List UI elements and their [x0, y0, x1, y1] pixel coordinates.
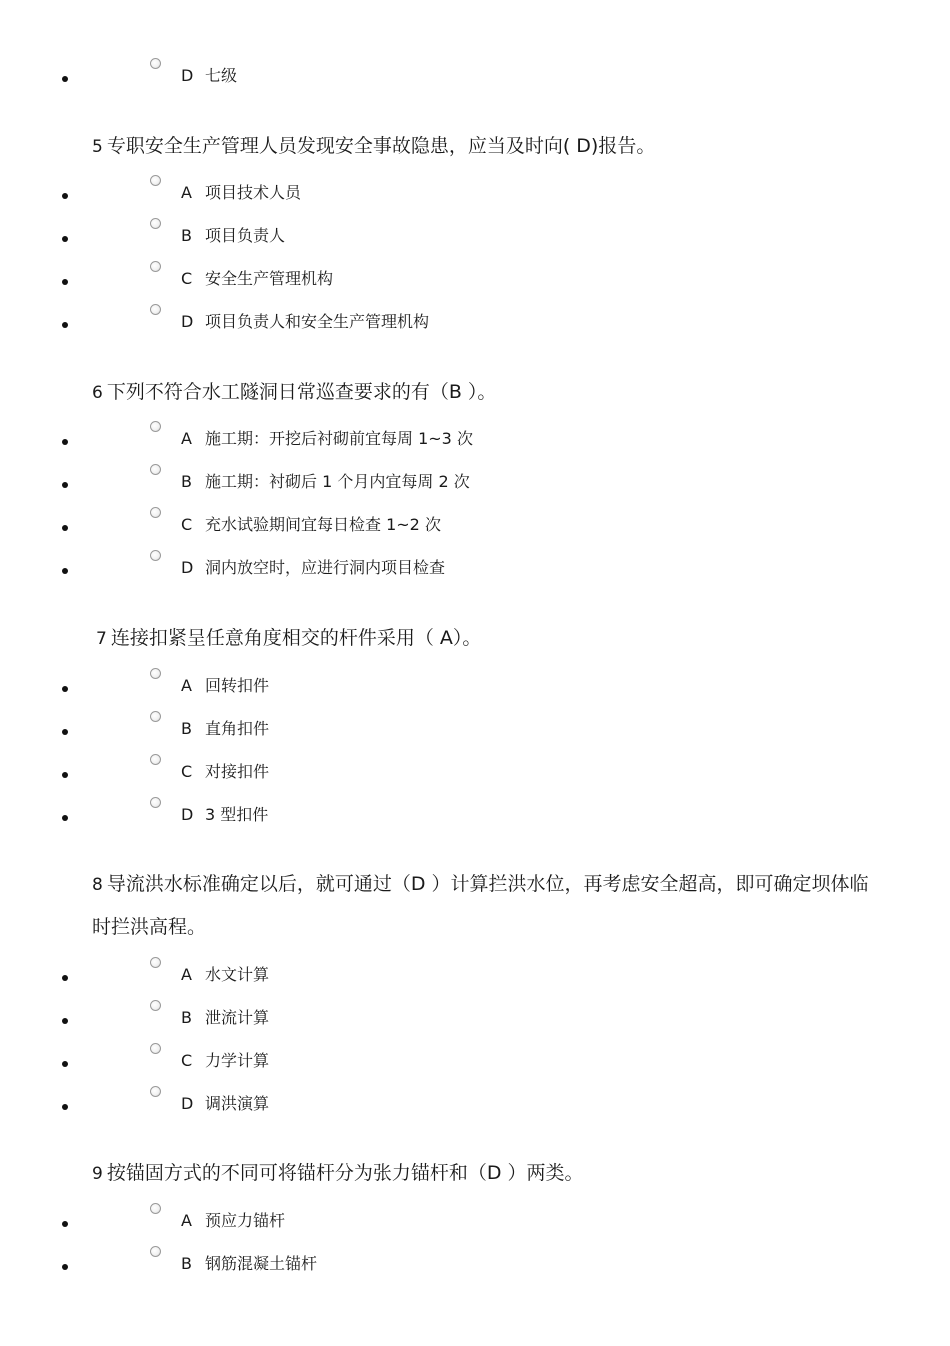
list-bullet: [62, 729, 68, 735]
radio-button[interactable]: [150, 175, 161, 186]
question-text: 专职安全生产管理人员发现安全事故隐患，应当及时向( D)报告。: [106, 135, 656, 157]
option-letter: B: [181, 1008, 192, 1027]
option-text: 对接扣件: [205, 762, 270, 781]
option-text: 泄流计算: [205, 1008, 270, 1027]
question-text: 下列不符合水工隧洞日常巡查要求的有（B ）。: [106, 381, 497, 403]
question-5: [92, 125, 655, 168]
radio-button[interactable]: [150, 261, 161, 272]
list-bullet: [62, 1104, 68, 1110]
radio-button[interactable]: [150, 464, 161, 475]
radio-button[interactable]: [150, 711, 161, 722]
option-text: 力学计算: [205, 1051, 270, 1070]
radio-button[interactable]: [150, 218, 161, 229]
option-label: [181, 1254, 317, 1274]
option-label: [181, 429, 473, 449]
option-label: [181, 1094, 269, 1114]
option-letter: C: [181, 515, 193, 534]
list-bullet: [62, 322, 68, 328]
option-label: [181, 515, 441, 535]
option-letter: D: [181, 558, 194, 577]
option-label: [181, 762, 269, 782]
list-bullet: [62, 482, 68, 488]
option-text: 钢筋混凝土锚杆: [205, 1254, 318, 1273]
option-letter: D: [181, 1094, 194, 1113]
radio-button[interactable]: [150, 507, 161, 518]
radio-button[interactable]: [150, 1000, 161, 1011]
list-bullet: [62, 439, 68, 445]
option-text: 直角扣件: [205, 719, 270, 738]
list-bullet: [62, 236, 68, 242]
list-bullet: [62, 686, 68, 692]
option-letter: C: [181, 269, 193, 288]
option-label: [181, 1008, 269, 1028]
radio-button[interactable]: [150, 304, 161, 315]
radio-button[interactable]: [150, 421, 161, 432]
question-number: 6: [92, 383, 103, 403]
option-text: 洞内放空时，应进行洞内项目检查: [205, 558, 446, 577]
option-letter: D: [181, 66, 194, 85]
option-label: [181, 719, 269, 739]
radio-button[interactable]: [150, 668, 161, 679]
question-6: [92, 371, 496, 414]
option-letter: A: [181, 965, 192, 984]
radio-button[interactable]: [150, 797, 161, 808]
list-bullet: [62, 1061, 68, 1067]
radio-button[interactable]: [150, 1203, 161, 1214]
option-text: 3 型扣件: [205, 805, 269, 824]
radio-button[interactable]: [150, 1086, 161, 1097]
question-number: 8: [92, 875, 103, 895]
list-bullet: [62, 76, 68, 82]
question-number: 5: [92, 137, 103, 157]
question-text: 导流洪水标准确定以后，就可通过（D ）计算拦洪水位，再考虑安全超高，即可确定坝体临时拦洪高程。: [92, 873, 869, 938]
radio-button[interactable]: [150, 754, 161, 765]
option-label: [181, 312, 429, 332]
option-label: [181, 226, 285, 246]
option-letter: B: [181, 226, 192, 245]
list-bullet: [62, 975, 68, 981]
question-8: [92, 863, 882, 948]
list-bullet: [62, 193, 68, 199]
list-bullet: [62, 568, 68, 574]
option-text: 安全生产管理机构: [205, 269, 334, 288]
option-label: [181, 472, 470, 492]
question-7: [96, 617, 481, 660]
option-letter: B: [181, 472, 192, 491]
option-label: [181, 1211, 285, 1231]
list-bullet: [62, 1264, 68, 1270]
list-bullet: [62, 525, 68, 531]
option-label: [181, 269, 333, 289]
option-text: 施工期：开挖后衬砌前宜每周 1~3 次: [205, 429, 473, 448]
list-bullet: [62, 1221, 68, 1227]
option-letter: D: [181, 312, 194, 331]
option-letter: D: [181, 805, 194, 824]
option-text: 调洪演算: [205, 1094, 270, 1113]
option-letter: A: [181, 183, 192, 202]
option-text: 项目负责人和安全生产管理机构: [205, 312, 430, 331]
list-bullet: [62, 772, 68, 778]
question-text: 按锚固方式的不同可将锚杆分为张力锚杆和（D ）两类。: [106, 1162, 584, 1184]
option-label: [181, 676, 269, 696]
option-label: [181, 805, 268, 825]
option-text: 七级: [205, 66, 238, 85]
option-label: [181, 965, 269, 985]
option-letter: C: [181, 1051, 193, 1070]
list-bullet: [62, 1018, 68, 1024]
option-letter: A: [181, 429, 192, 448]
option-letter: C: [181, 762, 193, 781]
option-letter: B: [181, 719, 192, 738]
option-label: [181, 183, 301, 203]
option-text: 施工期：衬砌后 1 个月内宜每周 2 次: [205, 472, 470, 491]
question-number: 9: [92, 1164, 103, 1184]
radio-button[interactable]: [150, 58, 161, 69]
radio-button[interactable]: [150, 550, 161, 561]
option-letter: B: [181, 1254, 192, 1273]
option-label: [181, 1051, 269, 1071]
question-9: [92, 1152, 584, 1195]
option-text: 回转扣件: [205, 676, 270, 695]
radio-button[interactable]: [150, 1043, 161, 1054]
option-label: [181, 558, 445, 578]
list-bullet: [62, 815, 68, 821]
option-text: 充水试验期间宜每日检查 1~2 次: [205, 515, 441, 534]
option-text: 预应力锚杆: [205, 1211, 286, 1230]
list-bullet: [62, 279, 68, 285]
question-number: 7: [96, 629, 107, 649]
option-letter: A: [181, 676, 192, 695]
question-text: 连接扣紧呈任意角度相交的杆件采用（ A）。: [110, 627, 482, 649]
option-text: 水文计算: [205, 965, 270, 984]
option-text: 项目负责人: [205, 226, 286, 245]
option-label: [181, 66, 237, 86]
option-letter: A: [181, 1211, 192, 1230]
option-text: 项目技术人员: [205, 183, 302, 202]
radio-button[interactable]: [150, 1246, 161, 1257]
radio-button[interactable]: [150, 957, 161, 968]
